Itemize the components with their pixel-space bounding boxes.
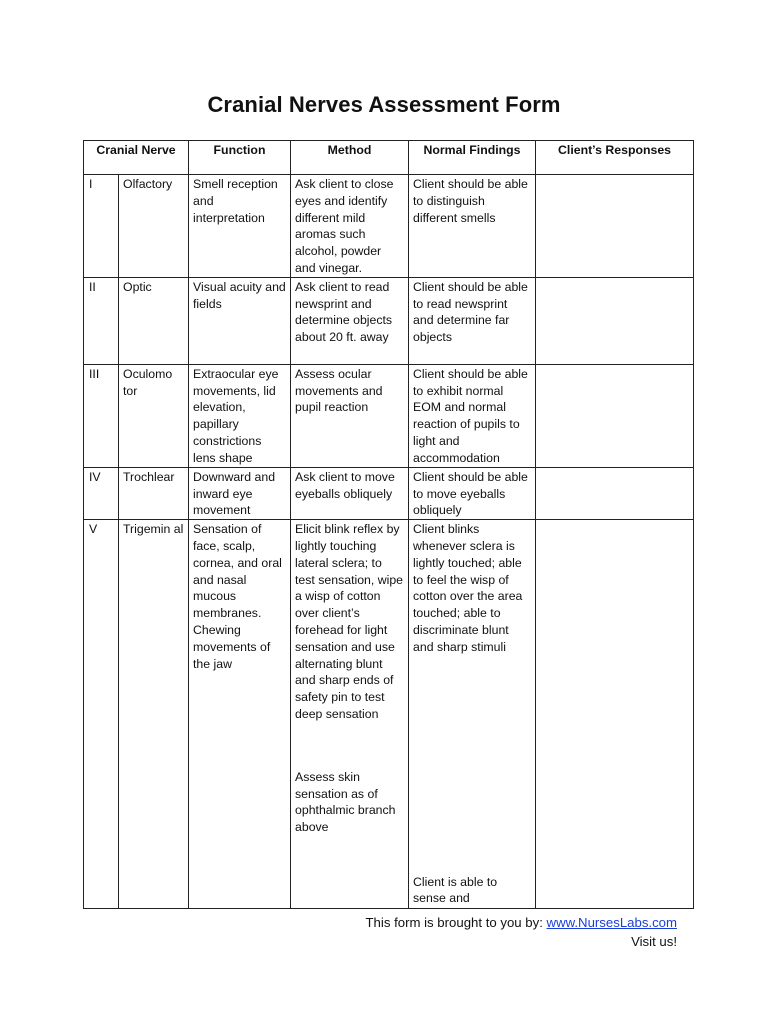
client-response-cell[interactable] bbox=[536, 277, 694, 364]
assessment-method-cell bbox=[291, 520, 409, 909]
nerve-function: Sensation of face, scalp, cornea, and oral and nasal mucous membranes. Chewing movements of the jaw bbox=[189, 520, 291, 909]
nerve-number: III bbox=[84, 364, 119, 467]
header-method: Method bbox=[291, 141, 409, 175]
table-row bbox=[84, 364, 694, 467]
assessment-table bbox=[83, 140, 694, 909]
nerve-number: I bbox=[84, 175, 119, 278]
assessment-method: Assess ocular movements and pupil reaction bbox=[291, 364, 409, 467]
nerve-name: Trochlear bbox=[119, 467, 189, 519]
nerve-function: Visual acuity and fields bbox=[189, 277, 291, 364]
normal-findings: Client should be able to move eyeballs obliquely bbox=[409, 467, 536, 519]
nurseslabs-link[interactable]: www.NursesLabs.com bbox=[546, 915, 677, 930]
assessment-method: Ask client to close eyes and identify different mild aromas such alcohol, powder and vinegar. bbox=[291, 175, 409, 278]
footer-visit: Visit us! bbox=[631, 934, 677, 949]
table-row bbox=[84, 467, 694, 519]
client-response-cell[interactable] bbox=[536, 175, 694, 278]
normal-findings: Client blinks whenever sclera is lightly touched; able to feel the wisp of cotton over the area touched; able to discriminate blunt and sharp stimuli bbox=[413, 522, 523, 654]
assessment-method: Elicit blink reflex by lightly touching lateral sclera; to test sensation, wipe a wisp of cotton over client’s forehead for light sensation and use alternating blunt and sharp ends of safety pin to test deep sensation bbox=[295, 522, 404, 721]
nerve-function: Downward and inward eye movement bbox=[189, 467, 291, 519]
nerve-number: II bbox=[84, 277, 119, 364]
client-response-cell[interactable] bbox=[536, 364, 694, 467]
nerve-name: Optic bbox=[119, 277, 189, 364]
method-spacer bbox=[295, 723, 404, 769]
header-cranial-nerve: Cranial Nerve bbox=[84, 141, 189, 175]
assessment-method-secondary: Assess skin sensation as of ophthalmic branch above bbox=[295, 769, 396, 835]
header-normal-findings: Normal Findings bbox=[409, 141, 536, 175]
findings-spacer bbox=[413, 656, 531, 874]
nerve-function: Extraocular eye movements, lid elevation, papillary constrictions lens shape bbox=[189, 364, 291, 467]
client-response-cell[interactable] bbox=[536, 467, 694, 519]
assessment-method: Ask client to read newsprint and determine objects about 20 ft. away bbox=[291, 277, 409, 364]
header-function: Function bbox=[189, 141, 291, 175]
nerve-name: Trigemin al bbox=[119, 520, 189, 909]
nerve-number: IV bbox=[84, 467, 119, 519]
normal-findings-secondary: Client is able to sense and bbox=[413, 874, 498, 906]
nerve-name: Olfactory bbox=[119, 175, 189, 278]
footer-line bbox=[366, 913, 678, 932]
header-clients-responses: Client’s Responses bbox=[536, 141, 694, 175]
table-row bbox=[84, 277, 694, 364]
footer-prefix: This form is brought to you by: bbox=[365, 915, 547, 930]
normal-findings-cell bbox=[409, 520, 536, 909]
assessment-method: Ask client to move eyeballs obliquely bbox=[291, 467, 409, 519]
table-header-row bbox=[84, 141, 694, 175]
nerve-number: V bbox=[84, 520, 119, 909]
normal-findings: Client should be able to distinguish different smells bbox=[409, 175, 536, 278]
nerve-function: Smell reception and interpretation bbox=[189, 175, 291, 278]
page-title: Cranial Nerves Assessment Form bbox=[207, 92, 561, 117]
footer bbox=[366, 913, 678, 951]
normal-findings: Client should be able to read newsprint and determine far objects bbox=[409, 277, 536, 364]
normal-findings: Client should be able to exhibit normal EOM and normal reaction of pupils to light and accommodation bbox=[409, 364, 536, 467]
table-row bbox=[84, 175, 694, 278]
table-row bbox=[84, 520, 694, 909]
client-response-cell[interactable] bbox=[536, 520, 694, 909]
nerve-name: Oculomo tor bbox=[119, 364, 189, 467]
